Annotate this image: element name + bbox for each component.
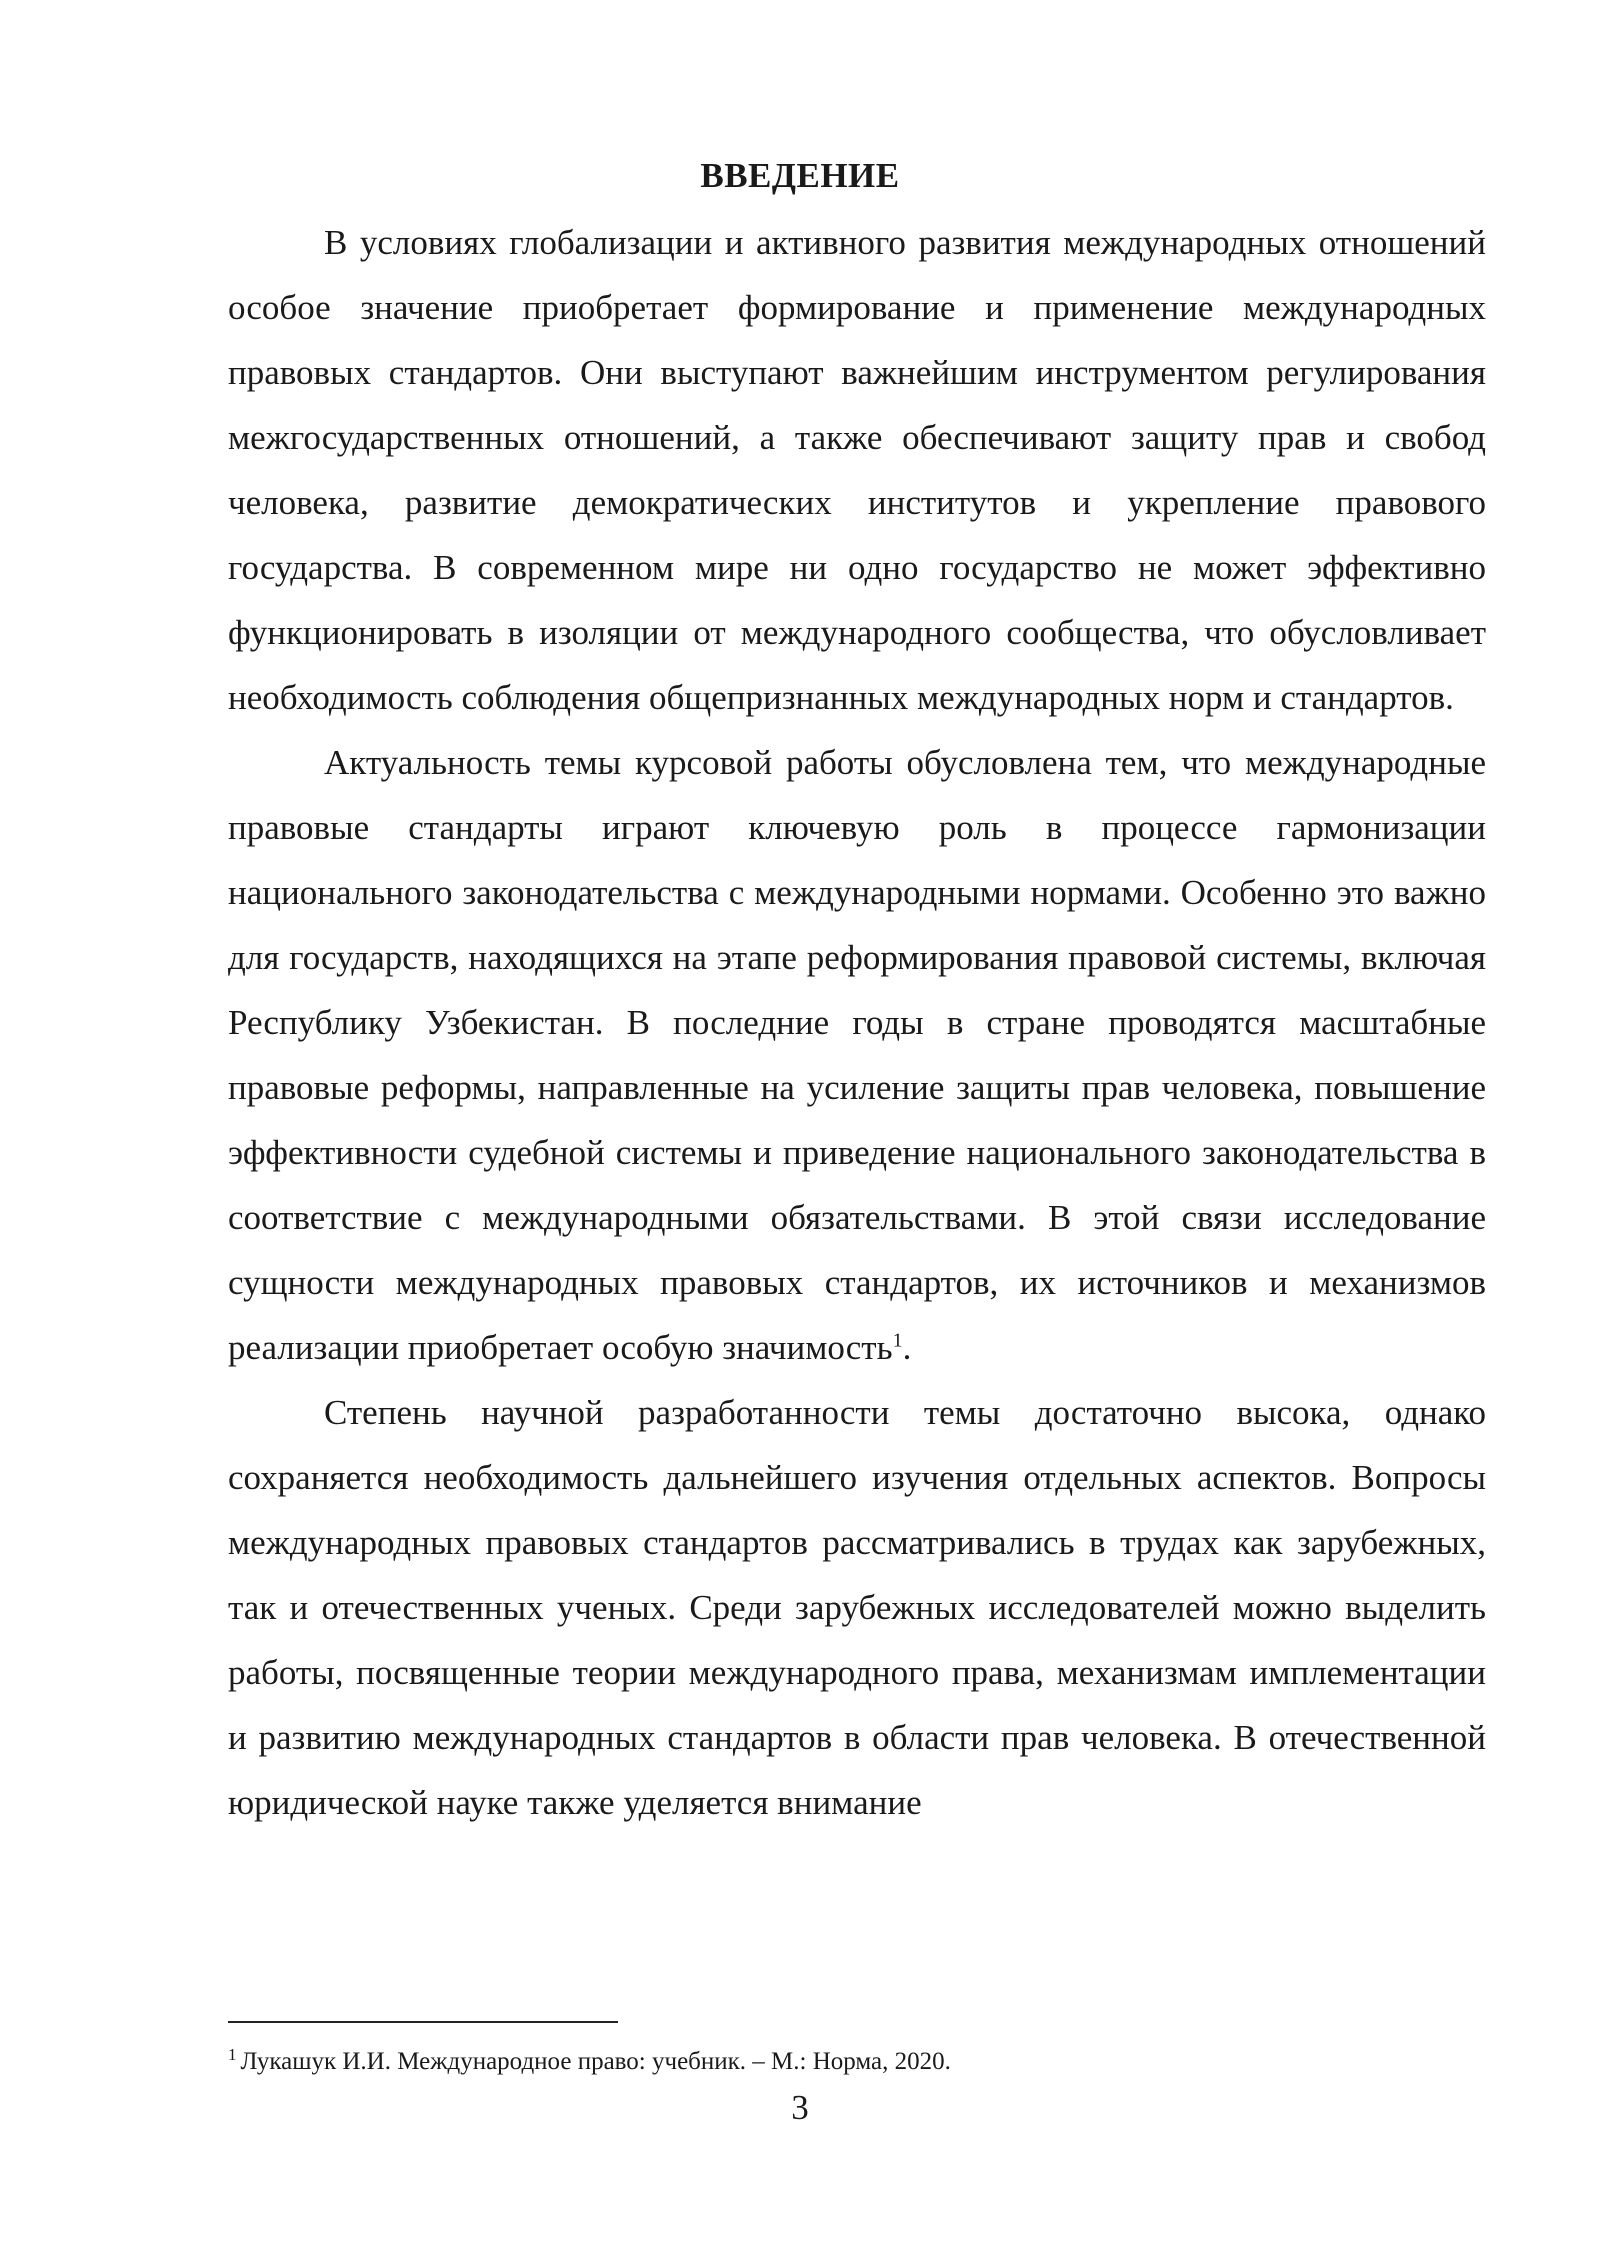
footnote-reference[interactable]: 1 bbox=[892, 1329, 903, 1352]
footnote-number: 1 bbox=[228, 2044, 237, 2064]
paragraph-text: В условиях глобализации и активного развития международных отношений особое значение приобретает формирование и применение международных правовых стандартов. Они выступают важнейшим инструментом регулирования межгосударственных отношений, а также обеспечивают защиту прав и свобод человека, развитие демократических институтов и укрепление правового государства. В современном мире ни одно государство не может эффективно функционировать в изоляции от международного сообщества, что обусловливает необходимость соблюдения общепризнанных международных норм и стандартов. bbox=[228, 223, 1486, 717]
footnote-separator bbox=[228, 2021, 618, 2023]
section-heading: ВВЕДЕНИЕ bbox=[700, 156, 900, 195]
footnote-text: Лукашук И.И. Международное право: учебник. – М.: Норма, 2020. bbox=[240, 2048, 951, 2075]
body-text bbox=[228, 210, 1486, 1835]
footnote bbox=[228, 2044, 1486, 2080]
paragraph-globalization bbox=[228, 210, 1486, 730]
paragraph-relevance bbox=[228, 730, 1486, 1380]
page-number: 3 bbox=[791, 2088, 809, 2127]
paragraph-research-degree bbox=[228, 1380, 1486, 1835]
paragraph-tail: . bbox=[902, 1328, 912, 1367]
paragraph-text: Актуальность темы курсовой работы обусловлена тем, что международные правовые стандарты играют ключевую роль в процессе гармонизации национального законодательства с международными нормами. Особенно это важно для государств, находящихся на этапе реформирования правовой системы, включая Республику Узбекистан. В последние годы в стране проводятся масштабные правовые реформы, направленные на усиление защиты прав человека, повышение эффективности судебной системы и приведение национального законодательства в соответствие с международными обязательствами. В этой связи исследование сущности международных правовых стандартов, их источников и механизмов реализации приобретает особую значимость bbox=[228, 743, 1486, 1367]
paragraph-text: Степень научной разработанности темы достаточно высока, однако сохраняется необходимость дальнейшего изучения отдельных аспектов. Вопросы международных правовых стандартов рассматривались в трудах как зарубежных, так и отечественных ученых. Среди зарубежных исследователей можно выделить работы, посвященные теории международного права, механизмам имплементации и развитию международных стандартов в области прав человека. В отечественной юридической науке также уделяется внимание bbox=[228, 1393, 1486, 1822]
